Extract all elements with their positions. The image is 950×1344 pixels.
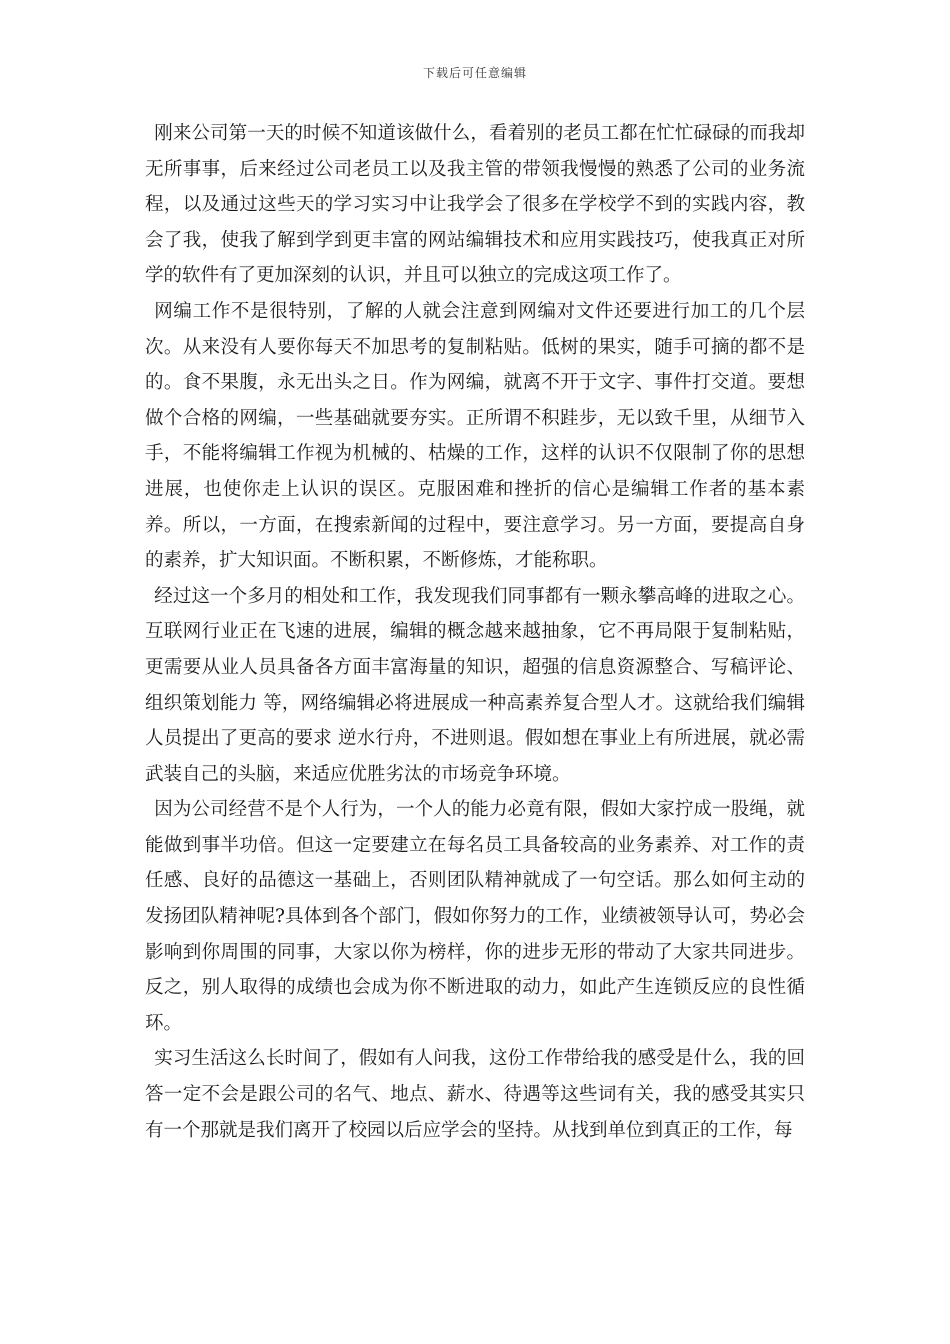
- paragraph: 刚来公司第一天的时候不知道该做什么，看着别的老员工都在忙忙碌碌的而我却无所事事，后来经过公司老员工以及我主管的带领我慢慢的熟悉了公司的业务流程，以及通过这些天的学习实习中让我学会了很多在学校学不到的实践内容，教会了我，使我了解到学到更丰富的网站编辑技术和应用实践技巧，使我真正对所学的软件有了更加深刻的认识，并且可以独立的完成这项工作了。: [145, 123, 805, 287]
- paragraph: 实习生活这么长时间了，假如有人问我，这份工作带给我的感受是什么，我的回答一定不会是跟公司的名气、地点、薪水、待遇等这些词有关，我的感受其实只有一个那就是我们离开了校园以后应学会的坚持。从找到单位到真正的工作，每: [145, 1048, 805, 1141]
- paragraph: 因为公司经营不是个人行为，一个人的能力必竟有限，假如大家拧成一股绳，就能做到事半功倍。但这一定要建立在每名员工具备较高的业务素养、对工作的责任感、良好的品德这一基础上，否则团队精神就成了一句空话。那么如何主动的发扬团队精神呢?具体到各个部门，假如你努力的工作，业绩被领导认可，势必会影响到你周围的同事，大家以你为榜样，你的进步无形的带动了大家共同进步。反之，别人取得的成绩也会成为你不断进取的动力，如此产生连锁反应的良性循环。: [145, 799, 805, 1034]
- document-body: [145, 116, 805, 1148]
- paragraph: 网编工作不是很特别，了解的人就会注意到网编对文件还要进行加工的几个层次。从来没有人要你每天不加思考的复制粘贴。低树的果实，随手可摘的都不是的。食不果腹，永无出头之日。作为网编，就离不开于文字、事件打交道。要想做个合格的网编，一些基础就要夯实。正所谓不积跬步，无以致千里，从细节入手，不能将编辑工作视为机械的、枯燥的工作，这样的认识不仅限制了你的思想进展，也使你走上认识的误区。克服困难和挫折的信心是编辑工作者的基本素养。所以，一方面，在搜索新闻的过程中，要注意学习。另一方面，要提高自身的素养，扩大知识面。不断积累，不断修炼，才能称职。: [145, 300, 805, 572]
- page-header: 下载后可任意编辑: [422, 66, 527, 80]
- paragraph: 经过这一个多月的相处和工作，我发现我们同事都有一颗永攀高峰的进取之心。互联网行业正在飞速的进展，编辑的概念越来越抽象，它不再局限于复制粘贴，更需要从业人员具备各方面丰富海量的知识，超强的信息资源整合、写稿评论、组织策划能力 等，网络编辑必将进展成一种高素养复合型人才。这就给我们编辑人员提出了更高的要求 逆水行舟，不进则退。假如想在事业上有所进展，就必需武装自己的头脑，来适应优胜劣汰的市场竞争环境。: [145, 585, 805, 785]
